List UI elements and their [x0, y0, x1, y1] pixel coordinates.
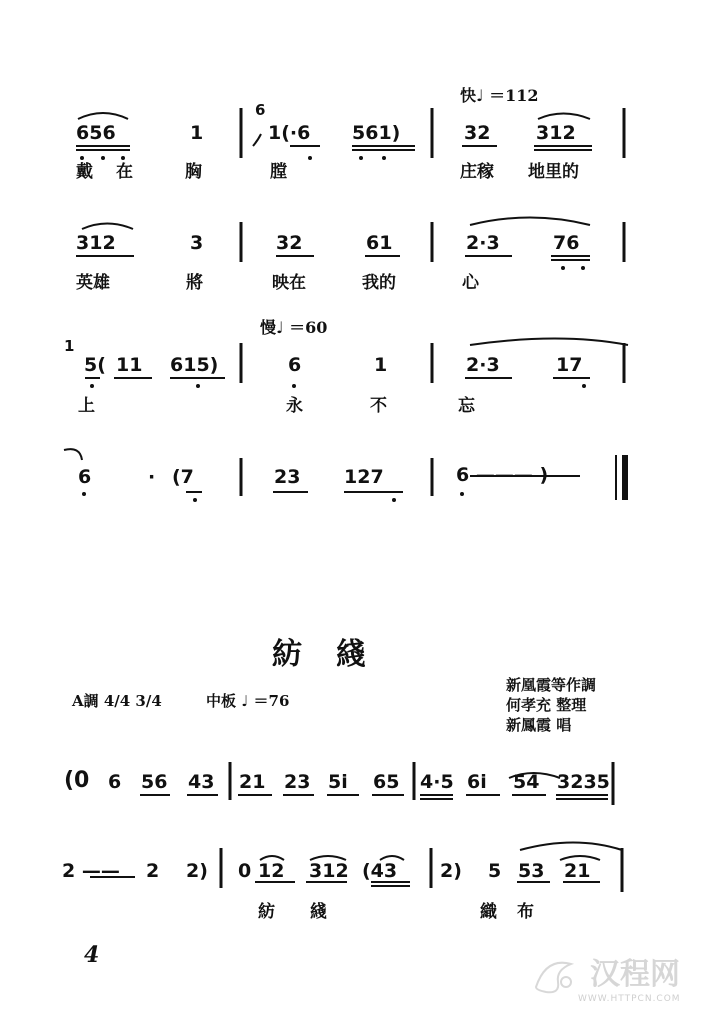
lyric: 胸	[185, 162, 202, 182]
note: 1	[190, 122, 204, 144]
note-group: 4·5	[420, 771, 454, 793]
note-group: 6 ——— )	[456, 464, 549, 486]
dot: ·	[148, 466, 156, 488]
note-group: 656	[76, 122, 116, 144]
note: 1	[374, 354, 388, 376]
note-group: 2 ——	[62, 860, 120, 882]
note: 6	[288, 354, 302, 376]
note-group: 56	[141, 771, 168, 793]
note-group: 12	[258, 860, 285, 882]
lyric: 映在	[272, 273, 306, 293]
lyric: 綫	[310, 902, 327, 922]
note-group: 5(	[84, 354, 106, 376]
note-group: 65	[373, 771, 400, 793]
watermark-text: 汉程网	[590, 957, 680, 992]
lyric: 英雄	[76, 273, 110, 293]
note: 3	[190, 232, 204, 254]
grace-note: 1	[64, 337, 75, 355]
note-group: (43	[362, 860, 398, 882]
note-group: 312	[536, 122, 576, 144]
note-group: 54	[513, 771, 540, 793]
lyric: 永	[286, 396, 303, 416]
note-group: 615)	[170, 354, 219, 376]
credit-line: 新凰霞等作調	[506, 676, 597, 694]
note-group: 61	[366, 232, 393, 254]
note-group: 76	[553, 232, 580, 254]
note-group: 53	[518, 860, 545, 882]
lyric: 織	[480, 902, 497, 922]
note-group: 23	[284, 771, 311, 793]
lyric: 地里的	[528, 162, 579, 182]
note: 6	[78, 466, 92, 488]
lyric: 紡	[258, 902, 275, 922]
note-group: (7	[172, 466, 194, 488]
note-group: 2·3	[466, 354, 500, 376]
note-group: 23	[274, 466, 301, 488]
watermark-url: WWW.HTTPCN.COM	[578, 994, 681, 1004]
lyric: 將	[186, 273, 203, 293]
note: 2	[146, 860, 160, 882]
note-group: 2)	[440, 860, 462, 882]
song-title: 紡 綫	[272, 637, 368, 672]
lyric: 不	[370, 396, 387, 416]
note-group: 5i	[328, 771, 348, 793]
grace-note: 6	[255, 101, 266, 119]
note: 0	[238, 860, 252, 882]
note-group: 312	[309, 860, 349, 882]
lyric: 在	[116, 162, 133, 182]
note-group: 6i	[467, 771, 487, 793]
note-group: 32	[276, 232, 303, 254]
note-group: 2)	[186, 860, 208, 882]
credit-line: 何孝充 整理	[506, 696, 587, 714]
note: 5	[488, 860, 502, 882]
note-group: (0	[64, 768, 90, 793]
note-group: 2·3	[466, 232, 500, 254]
lyric: 上	[78, 396, 95, 416]
page-number: 4	[84, 942, 100, 968]
tempo-marking: 中板 ♩ ＝76	[206, 692, 290, 710]
lyric: 我的	[362, 273, 396, 293]
note-group: 43	[188, 771, 215, 793]
note-group: 3235	[557, 771, 610, 793]
note-group: 11	[116, 354, 143, 376]
key-meter: A調 4/4 3/4	[72, 692, 162, 710]
note-group: 21	[564, 860, 591, 882]
lyric: 心	[462, 273, 479, 293]
credit-line: 新鳳霞 唱	[506, 716, 572, 734]
note-group: 312	[76, 232, 116, 254]
tempo-fast: 快♩ ＝112	[460, 86, 539, 105]
note-group: 21	[239, 771, 266, 793]
lyric: 膛	[270, 162, 287, 182]
lyric: 戴	[76, 162, 93, 182]
lyric: 忘	[458, 396, 475, 416]
note-group: 1(·6	[268, 122, 311, 144]
lyric: 庄稼	[460, 162, 494, 182]
tempo-slow: 慢♩ ＝60	[260, 318, 328, 337]
note: 6	[108, 771, 122, 793]
note-group: 127	[344, 466, 384, 488]
note-group: 17	[556, 354, 583, 376]
lyric: 布	[517, 902, 534, 922]
note-group: 561)	[352, 122, 401, 144]
note-group: 32	[464, 122, 491, 144]
